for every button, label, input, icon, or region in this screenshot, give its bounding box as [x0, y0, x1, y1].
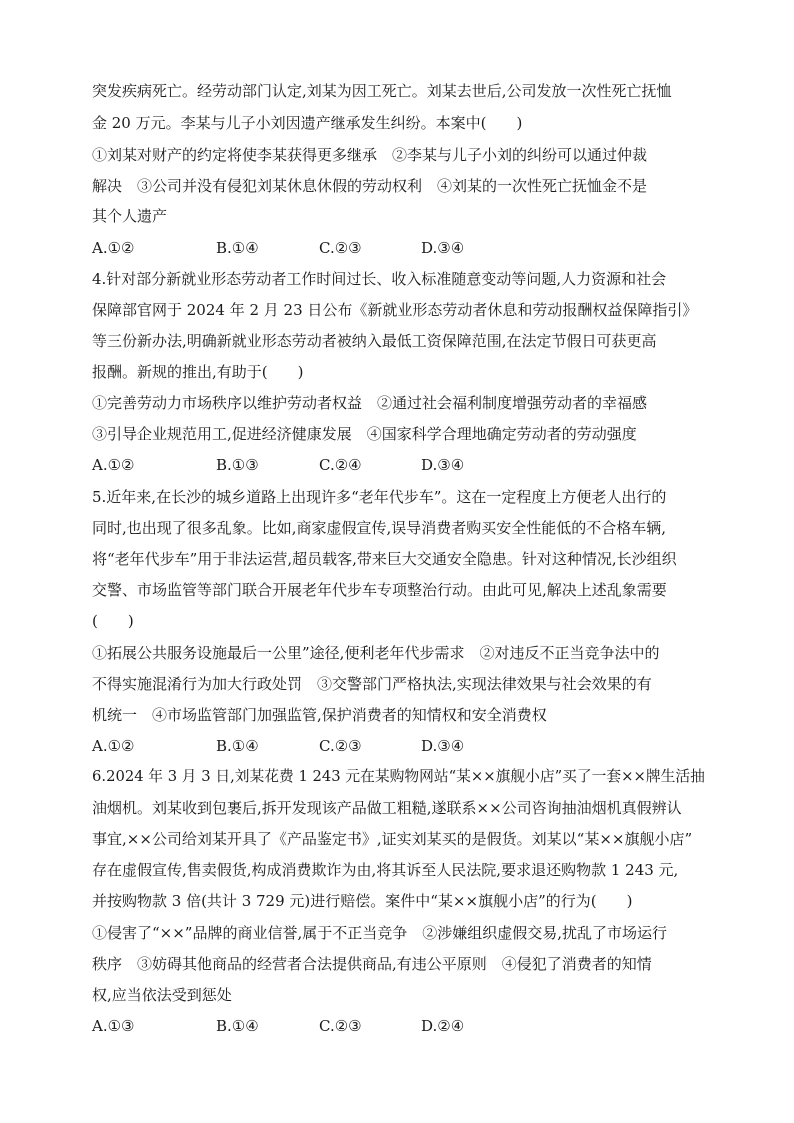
- q5-choice-d[interactable]: D.③④: [421, 737, 465, 755]
- q5-stem-line-5: ( ): [92, 612, 134, 630]
- q4-choice-b[interactable]: B.①③: [216, 456, 259, 474]
- q6-choice-b[interactable]: B.①④: [216, 1017, 259, 1035]
- q3-choice-b[interactable]: B.①④: [216, 239, 259, 257]
- q6-stem-line-1: 6.2024 年 3 月 3 日,刘某花费 1 243 元在某购物网站“某××旗舰小店”买了一套××牌生活抽: [92, 768, 705, 785]
- q5-stem-line-1: 5.近年来,在长沙的城乡道路上出现许多“老年代步车”。这在一定程度上方便老人出行的: [92, 488, 667, 506]
- q5-items-line-2: 不得实施混淆行为加大行政处罚 ③交警部门严格执法,实现法律效果与社会效果的有: [92, 675, 652, 693]
- q3-choice-c[interactable]: C.②③: [319, 239, 362, 257]
- q3-choice-a[interactable]: A.①②: [92, 239, 135, 257]
- q6-stem-line-5: 并按购物款 3 倍(共计 3 729 元)进行赔偿。案件中“某××旗舰小店”的行为( ): [92, 892, 633, 910]
- q5-choice-a[interactable]: A.①②: [92, 737, 135, 755]
- q3-choice-d[interactable]: D.③④: [421, 239, 465, 257]
- q4-stem-line-3: 等三份新办法,明确新就业形态劳动者被纳入最低工资保障范围,在法定节假日可获更高: [92, 332, 657, 350]
- q3-stem-line-2: 金 20 万元。李某与儿子小刘因遗产继承发生纠纷。本案中( ): [92, 114, 523, 132]
- q5-items-line-1: ①拓展公共服务设施最后一公里”途径,便利老年代步需求 ②对违反不正当竞争法中的: [92, 644, 660, 662]
- q4-choice-c[interactable]: C.②④: [319, 456, 362, 474]
- q4-items-line-2: ③引导企业规范用工,促进经济健康发展 ④国家科学合理地确定劳动者的劳动强度: [92, 425, 637, 443]
- q3-items-line-3: 其个人遗产: [92, 207, 168, 225]
- q4-choice-d[interactable]: D.③④: [421, 456, 465, 474]
- q5-items-line-3: 机统一 ④市场监管部门加强监管,保护消费者的知情权和安全消费权: [92, 706, 547, 724]
- q4-stem-line-2: 保障部官网于 2024 年 2 月 23 日公布《新就业形态劳动者休息和劳动报酬权益保障指引》: [92, 301, 698, 319]
- q6-stem-line-4: 存在虚假宣传,售卖假货,构成消费欺诈为由,将其诉至人民法院,要求退还购物款 1 243 元,: [92, 861, 679, 879]
- q5-stem-line-4: 交警、市场监管等部门联合开展老年代步车专项整治行动。由此可见,解决上述乱象需要: [92, 581, 667, 599]
- q4-stem-line-4: 报酬。新规的推出,有助于( ): [92, 363, 304, 381]
- q6-stem-line-2: 油烟机。刘某收到包裹后,拆开发现该产品做工粗糙,遂联系××公司咨询抽油烟机真假辨认: [92, 799, 682, 817]
- q3-stem-line-1: 突发疾病死亡。经劳动部门认定,刘某为因工死亡。刘某去世后,公司发放一次性死亡抚恤: [92, 82, 672, 100]
- q4-stem-line-1: 4.针对部分新就业形态劳动者工作时间过长、收入标准随意变动等问题,人力资源和社会: [92, 270, 667, 288]
- q6-items-line-3: 权,应当依法受到惩处: [92, 986, 232, 1004]
- q6-items-line-1: ①侵害了“××”品牌的商业信誉,属于不正当竞争 ②涉嫌组织虚假交易,扰乱了市场运行: [92, 924, 668, 942]
- q4-items-line-1: ①完善劳动力市场秩序以维护劳动者权益 ②通过社会福利制度增强劳动者的幸福感: [92, 394, 648, 412]
- q6-choice-a[interactable]: A.①③: [92, 1017, 135, 1035]
- q5-choice-c[interactable]: C.②③: [319, 737, 362, 755]
- q6-stem-line-3: 事宜,××公司给刘某开具了《产品鉴定书》,证实刘某买的是假货。刘某以“某××旗舰小店”: [92, 830, 693, 848]
- q6-choice-d[interactable]: D.②④: [421, 1017, 465, 1035]
- q6-items-line-2: 秩序 ③妨碍其他商品的经营者合法提供商品,有违公平原则 ④侵犯了消费者的知情: [92, 955, 652, 973]
- q4-choice-a[interactable]: A.①②: [92, 456, 135, 474]
- q3-items-line-2: 解决 ③公司并没有侵犯刘某休息休假的劳动权利 ④刘某的一次性死亡抚恤金不是: [92, 177, 648, 195]
- q5-choice-b[interactable]: B.①④: [216, 737, 259, 755]
- q3-items-line-1: ①刘某对财产的约定将使李某获得更多继承 ②李某与儿子小刘的纠纷可以通过仲裁: [92, 146, 648, 164]
- q6-choice-c[interactable]: C.②③: [319, 1017, 362, 1035]
- q5-stem-line-3: 将“老年代步车”用于非法运营,超员载客,带来巨大交通安全隐患。针对这种情况,长沙组织: [92, 550, 677, 568]
- q5-stem-line-2: 同时,也出现了很多乱象。比如,商家虚假宣传,误导消费者购买安全性能低的不合格车辆,: [92, 519, 667, 537]
